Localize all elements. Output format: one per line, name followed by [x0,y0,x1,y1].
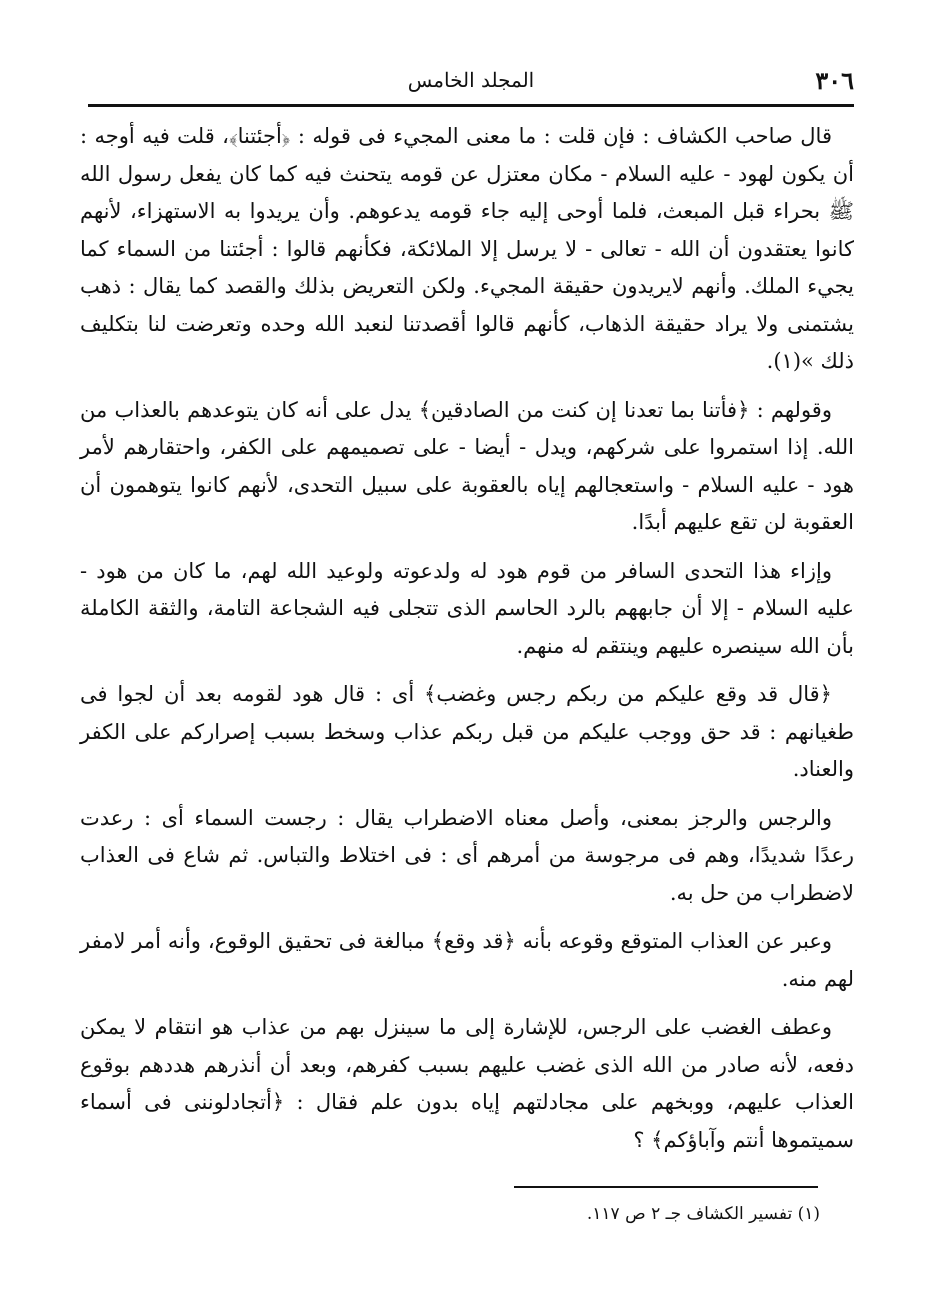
running-title: المجلد الخامس [407,68,535,92]
page-number: ٣٠٦ [815,66,854,95]
paragraph: وعبر عن العذاب المتوقع وقوعه بأنه ﴿قد وقع﴾ مبالغة فى تحقيق الوقوع، وأنه أمر لامفر لهم منه. [80,929,854,991]
header-rule [88,104,854,107]
paragraph: ﴿قال قد وقع عليكم من ربكم رجس وغضب﴾ أى : قال هود لقومه بعد أن لجوا فى طغيانهم : قد حق ووجب عليكم من قبل ربكم عذاب وسخط بسبب إصراركم على الكفر والعناد. [80,682,854,781]
paragraph: قال صاحب الكشاف : فإن قلت : ما معنى المجيء فى قوله : ﴿أجئتنا﴾، قلت فيه أوجه : أن يكون لهود - عليه السلام - مكان معتزل عن قومه يتحنث فيه كما كان يفعل رسول الله ﷺ بحراء قبل المبعث، فلما أوحى إليه جاء قومه يدعوهم. وأن يريدوا به الاستهزاء، لأنهم كانوا يعتقدون أن الله - تعالى - لا يرسل إلا الملائكة، فكأنهم قالوا : أجئتنا من السماء كما يجيء الملك. وأنهم لايريدون حقيقة المجيء. ولكن التعريض بذلك والقصد كما يقال : ذهب يشتمنى ولا يراد حقيقة الذهاب، كأنهم قالوا أقصدتنا لنعبد الله وحده وتعرضت لنا بتكليف ذلك »(١). [80,124,854,373]
paragraph: وقولهم : ﴿فأتنا بما تعدنا إن كنت من الصادقين﴾ يدل على أنه كان يتوعدهم بالعذاب من الله. إذا استمروا على شركهم، ويدل - أيضا - على تصميمهم على الكفر، واحتقارهم لأمر هود - عليه السلام - واستعجالهم إياه بالعقوبة على سبيل التحدى، لأنهم كانوا يتوهمون أن العقوبة لن تقع عليهم أبدًا. [80,397,854,534]
paragraph: والرجس والرجز بمعنى، وأصل معناه الاضطراب يقال : رجست السماء أى : رعدت رعدًا شديدًا، وهم فى مرجوسة من أمرهم أى : فى اختلاط والتباس. ثم شاع فى العذاب لاضطراب من حل به. [80,805,854,905]
paragraph: وعطف الغضب على الرجس، للإشارة إلى ما سينزل بهم من عذاب هو انتقام لا يمكن دفعه، لأنه صادر من الله الذى غضب عليهم بسبب كفرهم، وبعد أن أنذرهم هددهم بوقوع العذاب عليهم، ووبخهم على مجادلتهم إياه بدون علم فقال : ﴿أتجادلوننى فى أسماء سميتموها أنتم وآباؤكم﴾ ؟ [80,1015,854,1152]
footnote-rule [514,1186,818,1188]
footnote: (١) تفسير الكشاف جـ ٢ ص ١١٧. [586,1204,820,1224]
page-body [80,118,854,1170]
page-header [88,66,854,100]
paragraph: وإزاء هذا التحدى السافر من قوم هود له ولدعوته ولوعيد الله لهم، ما كان من هود - عليه السلام - إلا أن جابههم بالرد الحاسم الذى تتجلى فيه الشجاعة التامة، والثقة الكاملة بأن الله سينصره عليهم وينتقم له منهم. [80,558,854,658]
